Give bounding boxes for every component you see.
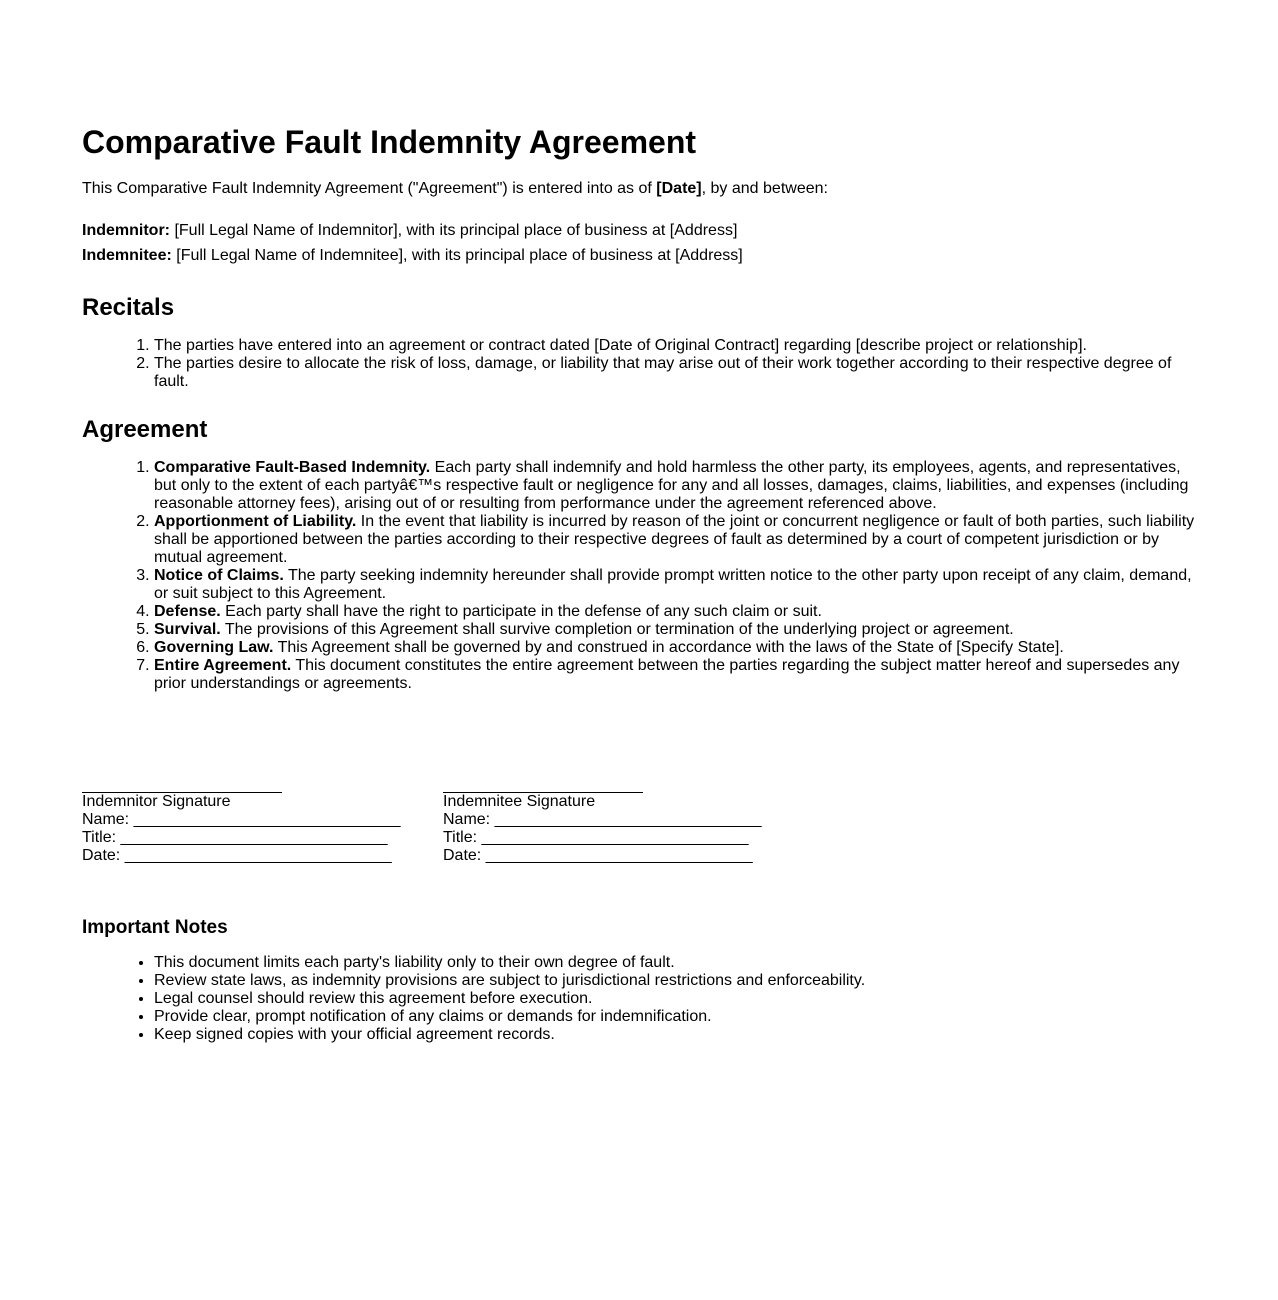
indemnitor-signature-block xyxy=(82,774,402,865)
recital-item: 1. The parties have entered into an agreement or contract dated [Date of Original Contract] regarding [describe project or relationship]. xyxy=(154,337,1198,355)
recitals-heading: Recitals xyxy=(82,294,175,321)
agreement-item-title: Apportionment of Liability. xyxy=(154,513,357,530)
indemnitee-signature-line[interactable] xyxy=(443,774,643,793)
party-indemnitor-text: [Full Legal Name of Indemnitor], with its principal place of business at [Address] xyxy=(170,222,738,239)
recital-item: 2. The parties desire to allocate the risk of loss, damage, or liability that may arise out of their work together according to their respective degree of fault. xyxy=(154,355,1198,391)
indemnitee-signature-label: Indemnitee Signature xyxy=(443,793,596,810)
agreement-item-title: Notice of Claims. xyxy=(154,567,284,584)
agreement-item-text: In the event that liability is incurred by reason of the joint or concurrent negligence or fault of both parties, such liability shall be apportioned between the parties according to their respective degrees of fault as determined by a court of competent jurisdiction or by mutual agreement. xyxy=(154,513,1195,566)
party-indemnitee-text: [Full Legal Name of Indemnitee], with its principal place of business at [Address] xyxy=(171,247,743,264)
agreement-item-text: This document constitutes the entire agreement between the parties regarding the subject matter hereof and supersedes any prior understandings or agreements. xyxy=(154,657,1180,692)
intro-text-before: This Comparative Fault Indemnity Agreement ("Agreement") is entered into as of xyxy=(82,180,657,197)
party-indemnitee xyxy=(82,246,743,266)
agreement-item xyxy=(154,567,1198,603)
indemnitee-date-field[interactable]: Date: ______________________________ xyxy=(443,847,753,864)
indemnitee-name-field[interactable]: Name: ______________________________ xyxy=(443,811,762,828)
note-item: • Review state laws, as indemnity provisions are subject to jurisdictional restrictions and enforceability. xyxy=(154,972,1198,990)
indemnitee-signature-block xyxy=(443,774,763,865)
indemnitor-signature-line[interactable] xyxy=(82,774,282,793)
agreement-item-title: Entire Agreement. xyxy=(154,657,292,674)
agreement-list xyxy=(82,459,1198,693)
agreement-item xyxy=(154,459,1198,513)
agreement-heading: Agreement xyxy=(82,416,208,443)
agreement-item xyxy=(154,603,1198,621)
recitals-list xyxy=(82,337,1198,391)
note-item: • Keep signed copies with your official agreement records. xyxy=(154,1026,1198,1044)
agreement-item xyxy=(154,639,1198,657)
agreement-item-title: Defense. xyxy=(154,603,221,620)
agreement-item xyxy=(154,621,1198,639)
intro-date-placeholder: [Date] xyxy=(656,180,702,197)
party-indemnitee-label: Indemnitee: xyxy=(82,247,172,264)
indemnitor-date-field[interactable]: Date: ______________________________ xyxy=(82,847,392,864)
agreement-item-text: This Agreement shall be governed by and construed in accordance with the laws of the State of [Specify State]. xyxy=(273,639,1064,656)
indemnitee-title-field[interactable]: Title: ______________________________ xyxy=(443,829,749,846)
agreement-item-text: The provisions of this Agreement shall survive completion or termination of the underlying project or agreement. xyxy=(220,621,1014,638)
intro-text-after: , by and between: xyxy=(701,180,828,197)
note-item: • This document limits each party's liability only to their own degree of fault. xyxy=(154,954,1198,972)
agreement-item xyxy=(154,657,1198,693)
party-indemnitor xyxy=(82,221,737,241)
notes-list xyxy=(82,954,1198,1044)
agreement-item-title: Governing Law. xyxy=(154,639,274,656)
document-title: Comparative Fault Indemnity Agreement xyxy=(82,124,697,160)
agreement-item-text: The party seeking indemnity hereunder shall provide prompt written notice to the other party upon receipt of any claim, demand, or suit subject to this Agreement. xyxy=(154,567,1192,602)
agreement-item-title: Comparative Fault-Based Indemnity. xyxy=(154,459,431,476)
agreement-item xyxy=(154,513,1198,567)
indemnitor-signature-label: Indemnitor Signature xyxy=(82,793,231,810)
note-item: • Legal counsel should review this agreement before execution. xyxy=(154,990,1198,1008)
note-item: • Provide clear, prompt notification of any claims or demands for indemnification. xyxy=(154,1008,1198,1026)
party-indemnitor-label: Indemnitor: xyxy=(82,222,170,239)
notes-heading: Important Notes xyxy=(82,917,228,938)
indemnitor-title-field[interactable]: Title: ______________________________ xyxy=(82,829,388,846)
agreement-item-title: Survival. xyxy=(154,621,221,638)
intro-paragraph xyxy=(82,179,828,199)
agreement-item-text: Each party shall indemnify and hold harmless the other party, its employees, agents, and representatives, but only to the extent of each partyâ€™s respective fault or negligence for any and all losses, damages, claims, liabilities, and expenses (including reasonable attorney fees), arising out of or resulting from performance under the agreement referenced above. xyxy=(154,459,1189,512)
indemnitor-name-field[interactable]: Name: ______________________________ xyxy=(82,811,401,828)
agreement-item-text: Each party shall have the right to participate in the defense of any such claim or suit. xyxy=(220,603,822,620)
